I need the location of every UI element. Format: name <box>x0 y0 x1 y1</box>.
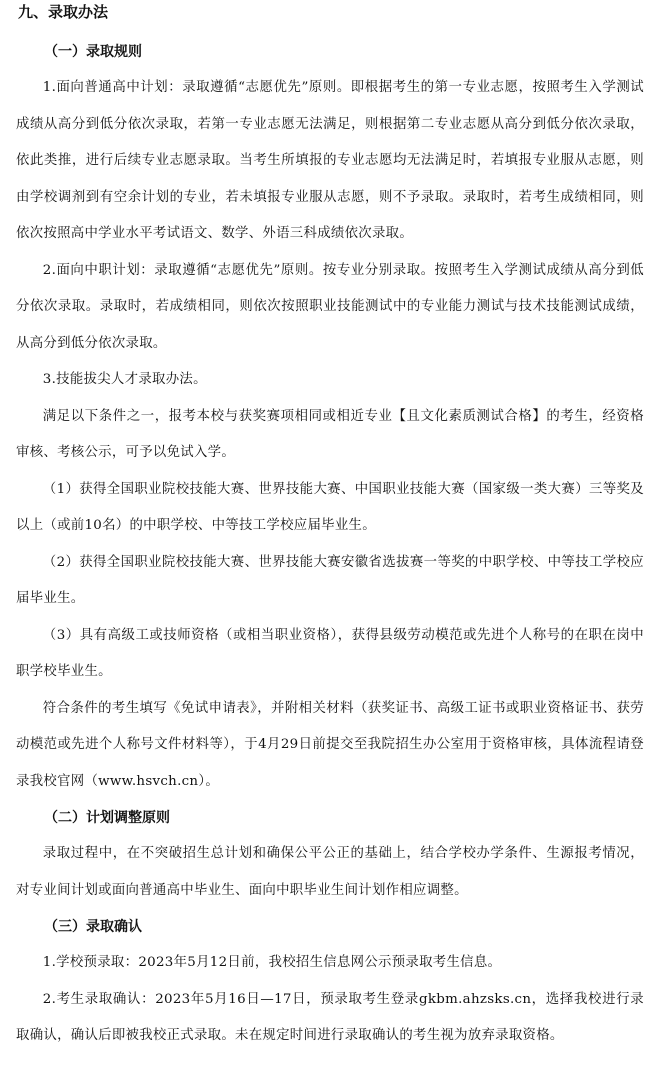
paragraph-skill-talent-title: 3.技能拔尖人才录取办法。 <box>42 372 207 387</box>
paragraph-vocational-plan: 2.面向中职计划：录取遵循“志愿优先”原则。按专业分别录取。按照考生入学测试成绩从高分到低分依次录取。录取时，若成绩相同，则依次按照职业技能测试中的专业能力测试与技术技能测试成绩，从高分到低分依次录取。 <box>16 262 644 351</box>
condition-2: （2）获得全国职业院校技能大赛、世界技能大赛安徽省选拔赛一等奖的中职学校、中等技工学校应届毕业生。 <box>16 554 644 606</box>
condition-3: （3）具有高级工或技师资格（或相当职业资格），获得县级劳动模范或先进个人称号的在职在岗中职学校毕业生。 <box>16 627 644 679</box>
paragraph-exemption-conditions: 满足以下条件之一，报考本校与获奖赛项相同或相近专业【且文化素质测试合格】的考生，经资格审核、考核公示，可予以免试入学。 <box>16 408 644 460</box>
paragraph-pre-admission: 1.学校预录取：2023年5月12日前，我校招生信息网公示预录取考生信息。 <box>42 955 502 970</box>
paragraph-application-materials: 符合条件的考生填写《免试申请表》，并附相关材料（获奖证书、高级工证书或职业资格证书、获劳动模范或先进个人称号文件材料等），于4月29日前提交至我院招生办公室用于资格审核，具体流程请登录我校官网（www.hsvch.cn）。 <box>16 700 644 789</box>
document <box>16 0 644 1055</box>
paragraph-general-high-school-plan: 1.面向普通高中计划：录取遵循“志愿优先”原则。即根据考生的第一专业志愿，按照考生入学测试成绩从高分到低分依次录取，若第一专业志愿无法满足，则根据第二专业志愿从高分到低分依次录取，依此类推，进行后续专业志愿录取。当考生所填报的专业志愿均无法满足时，若填报专业服从志愿，则由学校调剂到有空余计划的专业，若未填报专业服从志愿，则不予录取。录取时，若考生成绩相同，则依次按照高中学业水平考试语文、数学、外语三科成绩依次录取。 <box>16 80 644 241</box>
heading-admission-confirmation: （三）录取确认 <box>44 919 142 935</box>
heading-plan-adjustment: （二）计划调整原则 <box>44 810 170 826</box>
heading-admission-rules: （一）录取规则 <box>44 44 142 60</box>
section-title: 九、录取办法 <box>18 3 109 21</box>
paragraph-plan-adjustment: 录取过程中，在不突破招生总计划和确保公平公正的基础上，结合学校办学条件、生源报考情况，对专业间计划或面向普通高中毕业生、面向中职毕业生间计划作相应调整。 <box>16 846 644 898</box>
condition-1: （1）获得全国职业院校技能大赛、世界技能大赛、中国职业技能大赛（国家级一类大赛）三等奖及以上（或前10名）的中职学校、中等技工学校应届毕业生。 <box>16 481 644 533</box>
paragraph-admission-confirmation: 2.考生录取确认：2023年5月16日—17日，预录取考生登录gkbm.ahzsks.cn，选择我校进行录取确认，确认后即被我校正式录取。未在规定时间进行录取确认的考生视为放弃录取资格。 <box>16 991 644 1043</box>
